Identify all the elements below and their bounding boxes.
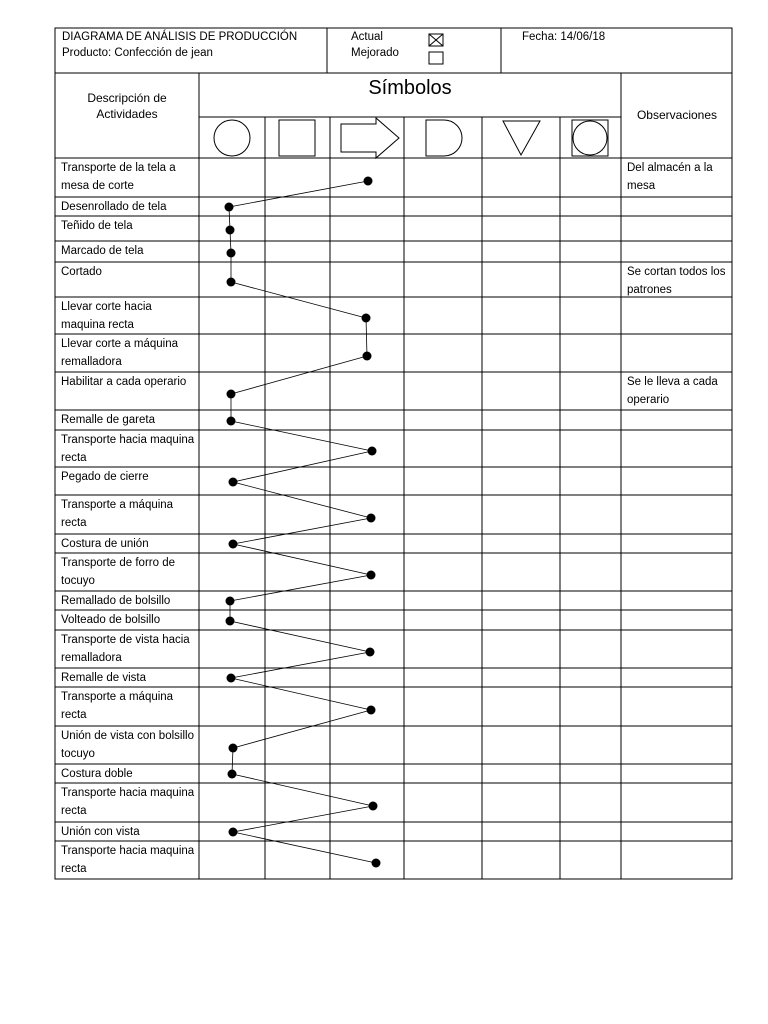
flow-connector <box>233 482 371 518</box>
activity-description: Transporte hacia maquina recta <box>61 845 195 875</box>
activity-description: Transporte a máquina recta <box>61 499 174 529</box>
flow-connector <box>231 356 367 394</box>
flow-dot <box>227 390 236 399</box>
flow-dot <box>227 417 236 426</box>
activity-description: Unión con vista <box>61 826 140 838</box>
flow-connector <box>232 774 373 806</box>
activity-description: Remallado de bolsillo <box>61 595 171 607</box>
mejorado-checkbox <box>429 52 443 64</box>
flow-dot <box>228 770 237 779</box>
activity-description: Llevar corte hacia maquina recta <box>61 301 152 331</box>
flow-dot <box>369 802 378 811</box>
delay-d-shape-icon <box>426 120 462 156</box>
activity-observation: Del almacén a la mesa <box>627 162 713 192</box>
flow-dot <box>362 314 371 323</box>
mejorado-label: Mejorado <box>351 47 399 59</box>
activity-observation: Se le lleva a cada operario <box>627 376 718 406</box>
flow-dot <box>229 540 238 549</box>
flow-dot <box>227 249 236 258</box>
flow-connector <box>230 575 371 601</box>
activity-description: Volteado de bolsillo <box>61 614 161 626</box>
activity-description: Desenrollado de tela <box>61 201 167 213</box>
activity-description: Costura doble <box>61 768 133 780</box>
activity-description: Unión de vista con bolsillo tocuyo <box>61 730 194 760</box>
flow-connector <box>231 282 366 318</box>
activity-description: Cortado <box>61 266 102 278</box>
activity-description: Pegado de cierre <box>61 471 149 483</box>
flow-dot <box>226 226 235 235</box>
actual-label: Actual <box>351 31 383 43</box>
combined-circle-icon <box>573 121 607 155</box>
flow-dot <box>225 203 234 212</box>
activity-description: Teñido de tela <box>61 220 133 232</box>
flow-dot <box>367 571 376 580</box>
flow-dot <box>227 278 236 287</box>
flow-dot <box>229 478 238 487</box>
activity-description: Transporte de vista hacia remalladora <box>61 634 190 664</box>
storage-triangle-icon <box>503 121 540 155</box>
diagram-title: DIAGRAMA DE ANÁLISIS DE PRODUCCIÓN <box>62 31 298 43</box>
flow-dot <box>366 648 375 657</box>
description-header: Descripción de Actividades <box>87 91 167 121</box>
observations-header: Observaciones <box>636 108 718 122</box>
inspection-square-icon <box>279 120 315 156</box>
flow-connector <box>366 318 367 356</box>
flow-connector <box>231 421 372 451</box>
activity-description: Costura de unión <box>61 538 149 550</box>
activity-description: Remalle de gareta <box>61 414 155 426</box>
operation-circle-icon <box>214 120 250 156</box>
flow-connector <box>229 181 368 207</box>
product-label: Producto: Confección de jean <box>62 47 213 59</box>
date-label: Fecha: 14/06/18 <box>522 31 606 43</box>
activity-description: Transporte hacia maquina recta <box>61 434 195 464</box>
flow-connector <box>231 678 371 710</box>
flow-connector <box>233 518 371 544</box>
flow-dot <box>226 617 235 626</box>
activity-description: Marcado de tela <box>61 245 144 257</box>
flow-connector <box>233 806 373 832</box>
activity-description: Transporte de la tela a mesa de corte <box>61 162 176 192</box>
combined-square-icon <box>572 120 608 156</box>
flow-connector <box>230 621 370 652</box>
flow-dot <box>372 859 381 868</box>
flow-dot <box>226 597 235 606</box>
transport-arrow-icon <box>341 118 399 158</box>
flow-dot <box>227 674 236 683</box>
flow-connector <box>233 832 376 863</box>
flow-dot <box>367 706 376 715</box>
activity-description: Habilitar a cada operario <box>61 376 187 388</box>
flow-dot <box>363 352 372 361</box>
activity-description: Transporte hacia maquina recta <box>61 787 195 817</box>
activity-description: Transporte de forro de tocuyo <box>61 557 175 587</box>
flow-dot <box>368 447 377 456</box>
activity-observation: Se cortan todos los patrones <box>627 266 726 296</box>
symbols-header: Símbolos <box>368 77 452 99</box>
activity-description: Transporte a máquina recta <box>61 691 174 721</box>
flow-dot <box>229 828 238 837</box>
flow-dot <box>229 744 238 753</box>
flow-dot <box>364 177 373 186</box>
flow-dot <box>367 514 376 523</box>
flow-connector <box>231 652 370 678</box>
activity-description: Llevar corte a máquina remalladora <box>61 338 178 368</box>
flow-connector <box>233 710 371 748</box>
flow-connector <box>233 544 371 575</box>
activity-description: Remalle de vista <box>61 672 147 684</box>
